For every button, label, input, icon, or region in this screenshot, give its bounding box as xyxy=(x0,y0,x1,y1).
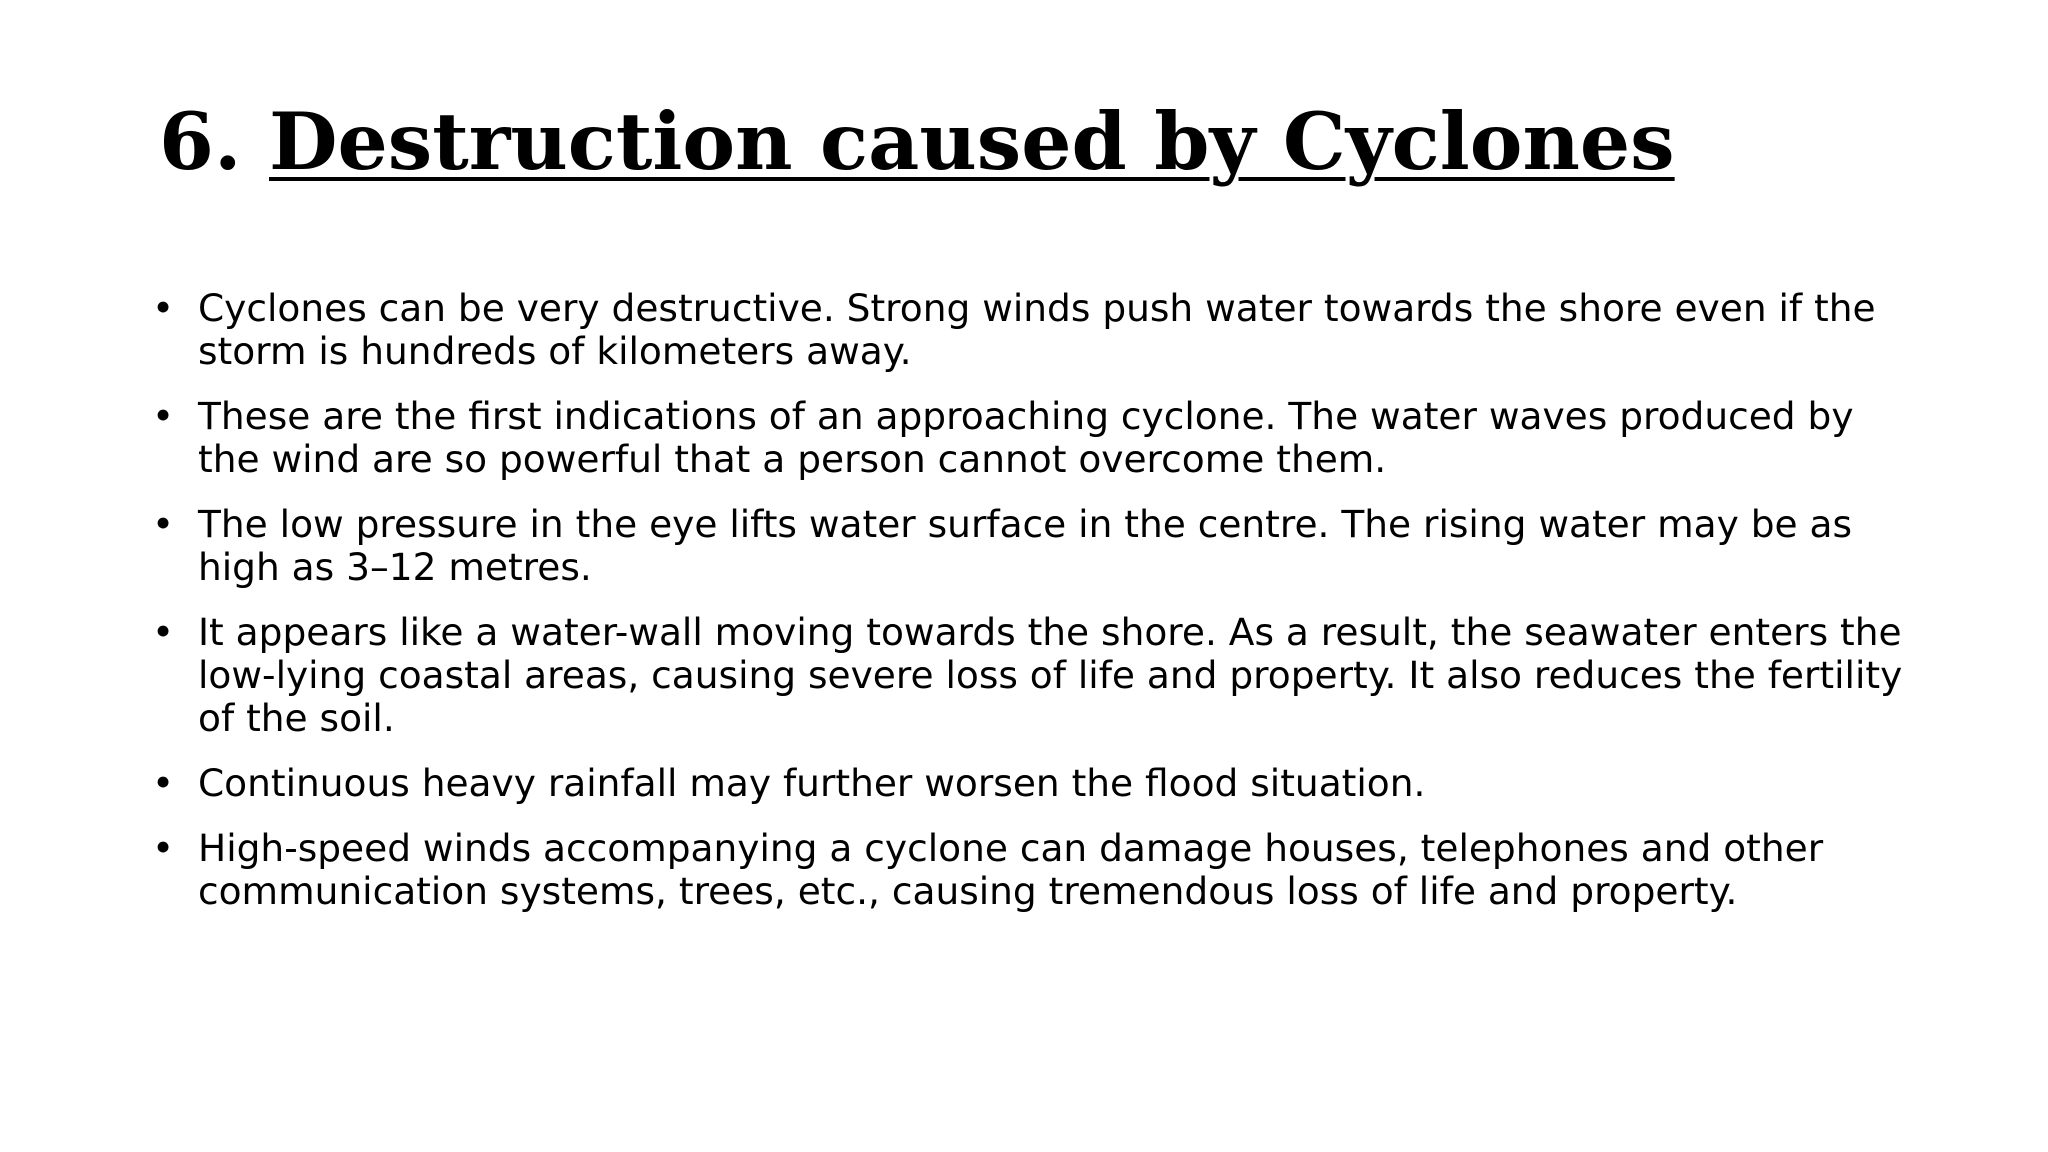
bullet-text: Continuous heavy rainfall may further worsen the flood situation. xyxy=(198,761,1426,805)
bullet-item xyxy=(152,611,1912,740)
bullet-list xyxy=(152,287,1912,935)
bullet-text: These are the first indications of an approaching cyclone. The water waves produced by the wind are so powerful that a person cannot overcome them. xyxy=(198,394,1854,481)
bullet-item xyxy=(152,395,1912,481)
bullet-glyph: • xyxy=(152,502,175,546)
bullet-text: It appears like a water-wall moving towards the shore. As a result, the seawater enters the low-lying coastal areas, causing severe loss of life and property. It also reduces the fertility of the soil. xyxy=(198,610,1903,740)
bullet-text: Cyclones can be very destructive. Strong winds push water towards the shore even if the storm is hundreds of kilometers away. xyxy=(198,286,1876,373)
bullet-item xyxy=(152,762,1912,805)
slide-title xyxy=(159,92,1675,192)
bullet-item xyxy=(152,827,1912,913)
title-number: 6. xyxy=(159,95,242,188)
bullet-text: High-speed winds accompanying a cyclone can damage houses, telephones and other communication systems, trees, etc., causing tremendous loss of life and property. xyxy=(198,826,1824,913)
bullet-glyph: • xyxy=(152,610,175,654)
bullet-glyph: • xyxy=(152,394,175,438)
bullet-item xyxy=(152,287,1912,373)
bullet-glyph: • xyxy=(152,826,175,870)
bullet-text: The low pressure in the eye lifts water surface in the centre. The rising water may be as high as 3–12 metres. xyxy=(198,502,1853,589)
bullet-glyph: • xyxy=(152,286,175,330)
bullet-item xyxy=(152,503,1912,589)
title-text: Destruction caused by Cyclones xyxy=(269,95,1675,188)
bullet-glyph: • xyxy=(152,761,175,805)
